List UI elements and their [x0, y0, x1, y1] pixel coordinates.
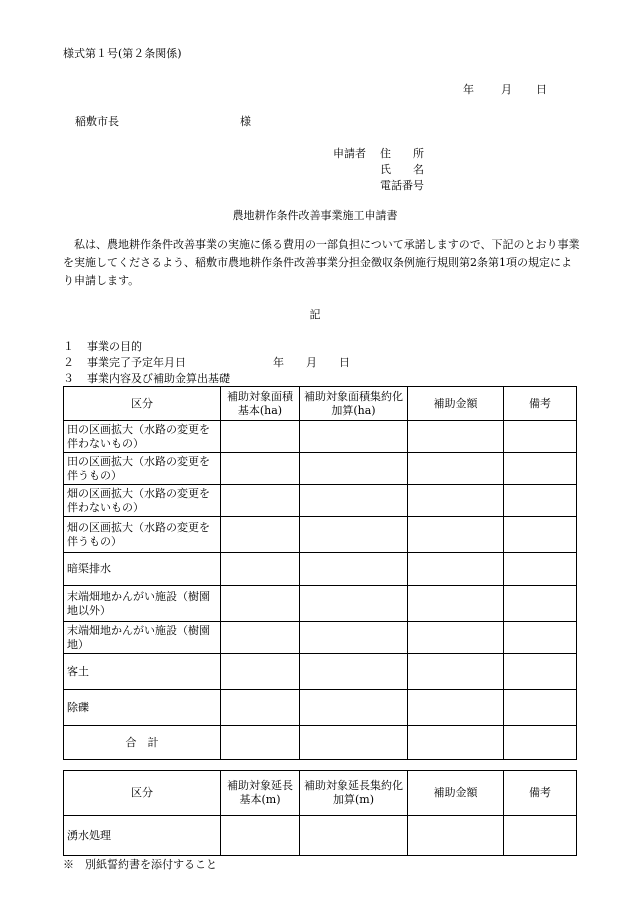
applicant-phone: 電話番号: [380, 179, 424, 192]
header-remarks: 備考: [504, 387, 577, 421]
table-row: [64, 485, 577, 517]
table-cell[interactable]: [221, 816, 300, 856]
table-cell[interactable]: [408, 453, 504, 485]
addressee-name: 稲敷市長: [75, 115, 119, 128]
table-cell[interactable]: [300, 586, 408, 622]
row-label: 湧水処理: [64, 816, 221, 856]
subsidy-area-table: [63, 386, 577, 760]
attachment-note: ※ 別紙誓約書を添付すること: [63, 858, 217, 871]
subsidy-length-table: [63, 770, 577, 856]
header-category: 区分: [64, 387, 221, 421]
item-2-date: 年 月 日: [273, 356, 350, 369]
table-cell[interactable]: [408, 421, 504, 453]
table-cell[interactable]: [300, 726, 408, 760]
table-cell[interactable]: [221, 421, 300, 453]
item-2-num: ２: [63, 356, 74, 369]
table-cell[interactable]: [408, 517, 504, 553]
table-header-row: [64, 387, 577, 421]
table-cell[interactable]: [300, 421, 408, 453]
table-cell[interactable]: [408, 586, 504, 622]
table-cell[interactable]: [300, 553, 408, 586]
table-cell[interactable]: [221, 726, 300, 760]
table-row: [64, 553, 577, 586]
table-cell[interactable]: [221, 517, 300, 553]
table-cell[interactable]: [504, 517, 577, 553]
item-1-label: 事業の目的: [87, 340, 142, 353]
table-cell[interactable]: [221, 622, 300, 654]
row-label: 客土: [64, 654, 221, 690]
table-cell[interactable]: [221, 485, 300, 517]
item-1-num: １: [63, 340, 74, 353]
table-row: [64, 453, 577, 485]
applicant-name: 氏 名: [380, 163, 424, 176]
row-label: 除礫: [64, 690, 221, 726]
header-area-basic: 補助対象面積基本(ha): [221, 387, 300, 421]
header-subsidy-amount: 補助金額: [408, 387, 504, 421]
table-cell[interactable]: [408, 726, 504, 760]
table-cell[interactable]: [408, 485, 504, 517]
table-row: [64, 816, 577, 856]
row-label: 末端畑地かんがい施設（樹園地）: [64, 622, 221, 654]
table-cell[interactable]: [300, 485, 408, 517]
table-cell[interactable]: [221, 586, 300, 622]
table-cell[interactable]: [504, 654, 577, 690]
table-cell[interactable]: [300, 517, 408, 553]
header-length-consolidation: 補助対象延長集約化加算(m): [300, 771, 408, 816]
table-cell[interactable]: [504, 816, 577, 856]
addressee-honorific: 様: [240, 115, 251, 128]
table-cell[interactable]: [221, 453, 300, 485]
total-label: 合 計: [64, 726, 221, 760]
table-cell[interactable]: [221, 553, 300, 586]
table-cell[interactable]: [408, 690, 504, 726]
table-row: [64, 517, 577, 553]
table-cell[interactable]: [300, 453, 408, 485]
header-category: 区分: [64, 771, 221, 816]
header-remarks: 備考: [504, 771, 577, 816]
table-row: [64, 654, 577, 690]
table-row: [64, 690, 577, 726]
item-3-label: 事業内容及び補助金算出基礎: [87, 372, 230, 385]
body-text: 私は、農地耕作条件改善事業の実施に係る費用の一部負担について承諾しますので、下記のとおり事業を実施してくださるよう、稲敷市農地耕作条件改善事業分担金徴収条例施行規則第2条第1項の規定により申請します。: [63, 238, 580, 287]
table-cell[interactable]: [300, 654, 408, 690]
table-cell[interactable]: [300, 690, 408, 726]
header-subsidy-amount: 補助金額: [408, 771, 504, 816]
table-cell[interactable]: [221, 654, 300, 690]
table-cell[interactable]: [504, 690, 577, 726]
table-total-row: [64, 726, 577, 760]
table-cell[interactable]: [408, 622, 504, 654]
table-cell[interactable]: [504, 485, 577, 517]
table-cell[interactable]: [504, 726, 577, 760]
table-cell[interactable]: [504, 586, 577, 622]
row-label: 暗渠排水: [64, 553, 221, 586]
table-cell[interactable]: [300, 622, 408, 654]
row-label: 田の区画拡大（水路の変更を伴わないもの）: [64, 421, 221, 453]
header-area-consolidation: 補助対象面積集約化加算(ha): [300, 387, 408, 421]
form-label: 様式第１号(第２条関係): [63, 47, 182, 60]
table-row: [64, 622, 577, 654]
date-day: 日: [536, 83, 547, 96]
table-cell[interactable]: [408, 654, 504, 690]
table-header-row: [64, 771, 577, 816]
document-title: 農地耕作条件改善事業施工申請書: [232, 209, 398, 222]
table-cell[interactable]: [504, 553, 577, 586]
header-length-basic: 補助対象延長基本(m): [221, 771, 300, 816]
table-cell[interactable]: [408, 553, 504, 586]
row-label: 末端畑地かんがい施設（樹園地以外）: [64, 586, 221, 622]
date-year: 年: [463, 83, 474, 96]
ki-label: 記: [309, 308, 321, 321]
table-cell[interactable]: [408, 816, 504, 856]
table-cell[interactable]: [504, 622, 577, 654]
item-2-label: 事業完了予定年月日: [87, 356, 186, 369]
table-row: [64, 421, 577, 453]
row-label: 田の区画拡大（水路の変更を伴うもの）: [64, 453, 221, 485]
table-cell[interactable]: [300, 816, 408, 856]
row-label: 畑の区画拡大（水路の変更を伴うもの）: [64, 517, 221, 553]
table-row: [64, 586, 577, 622]
row-label: 畑の区画拡大（水路の変更を伴わないもの）: [64, 485, 221, 517]
applicant-address: 住 所: [380, 147, 424, 160]
item-3-num: ３: [63, 372, 74, 385]
date-month: 月: [501, 83, 512, 96]
table-cell[interactable]: [504, 421, 577, 453]
table-cell[interactable]: [221, 690, 300, 726]
table-cell[interactable]: [504, 453, 577, 485]
applicant-label: 申請者: [333, 147, 366, 160]
